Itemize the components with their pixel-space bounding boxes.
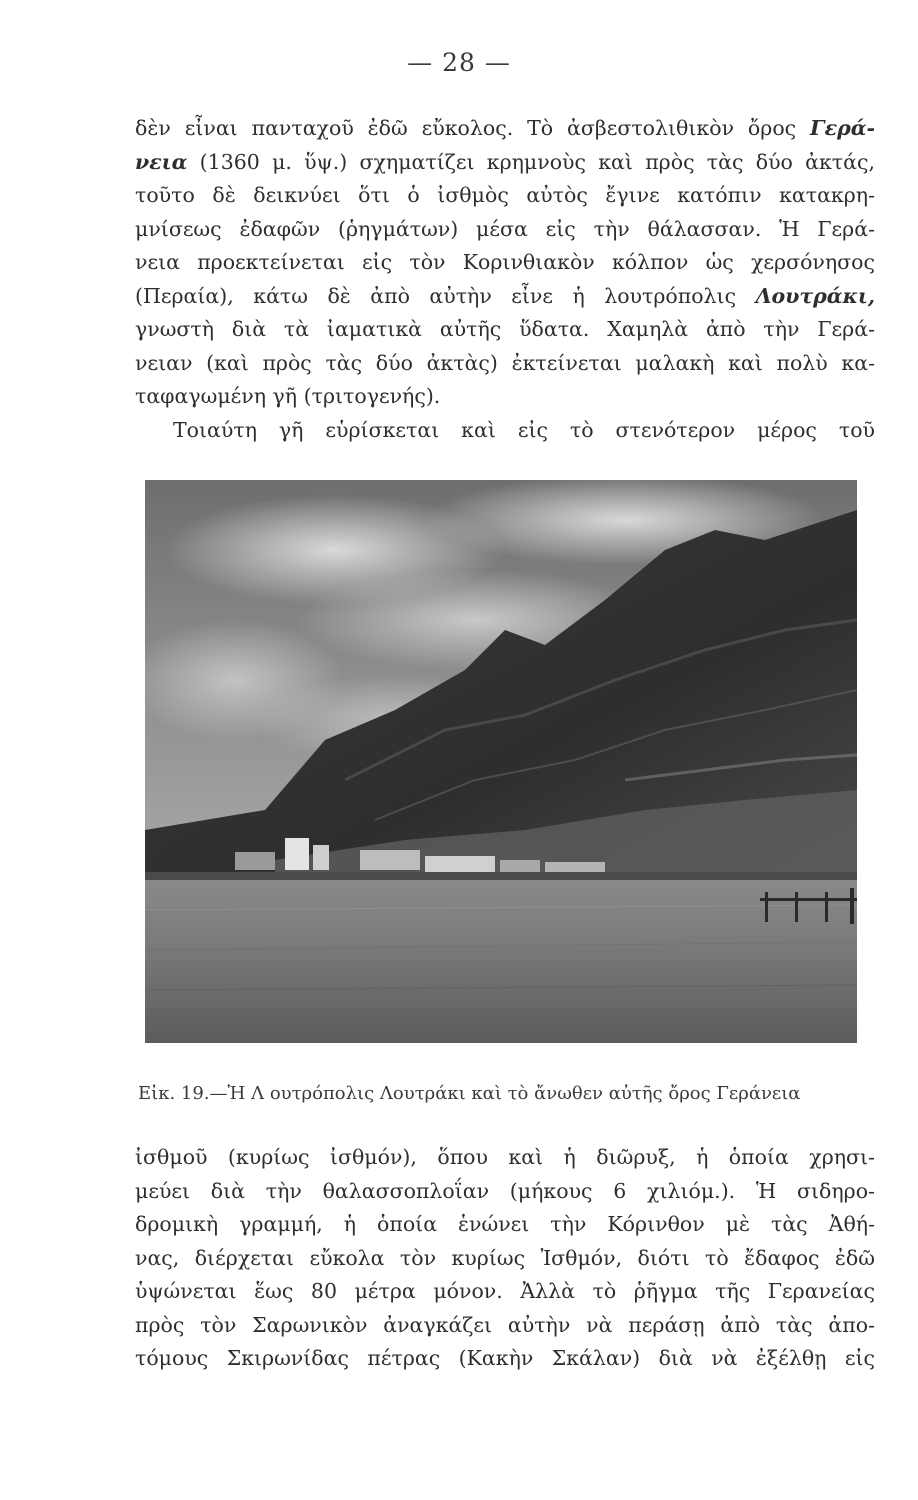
text-line: τόμους Σκιρωνίδας πέτρας (Κακὴν Σκάλαν) διὰ νὰ ἐξέλθῃ εἰς xyxy=(135,1346,875,1370)
text-line: ἰσθμοῦ (κυρίως ἰσθμόν), ὅπου καὶ ἡ διῶρυξ, ἡ ὁποία χρησι- xyxy=(135,1145,875,1169)
text-line: δρομικὴ γραμμή, ἡ ὁποία ἑνώνει τὴν Κόρινθον μὲ τὰς Ἀθή- xyxy=(135,1212,875,1236)
term-loutraki: Λουτράκι, xyxy=(755,283,875,308)
photo-loutraki-gerania xyxy=(145,480,857,1043)
text-line: δὲν εἶναι πανταχοῦ ἐδῶ εὔκολος. Τὸ ἀσβεστολιθικὸν ὄρος Γερά- xyxy=(135,116,875,140)
bottom-paragraph xyxy=(135,1141,875,1376)
text-line: τοῦτο δὲ δεικνύει ὅτι ὁ ἰσθμὸς αὐτὸς ἔγινε κατόπιν κατακρη- xyxy=(135,183,875,207)
text-line: Τοιαύτη γῆ εὑρίσκεται καὶ εἰς τὸ στενότερον μέρος τοῦ xyxy=(173,417,875,442)
text-line: πρὸς τὸν Σαρωνικὸν ἀναγκάζει αὐτὴν νὰ περάσῃ ἀπὸ τὰς ἀπο- xyxy=(135,1312,875,1337)
text-line: νεια (1360 μ. ὕψ.) σχηματίζει κρημνοὺς καὶ πρὸς τὰς δύο ἀκτάς, xyxy=(135,149,875,174)
figure-caption: Εἰκ. 19.—Ἡ Λ ουτρόπολις Λουτράκι καὶ τὸ ἄνωθεν αὐτῆς ὄρος Γεράνεια xyxy=(138,1083,801,1104)
text-line: γνωστὴ διὰ τὰ ἰαματικὰ αὐτῆς ὕδατα. Χαμηλὰ ἀπὸ τὴν Γερά- xyxy=(135,317,875,341)
text-line: μεύει διὰ τὴν θαλασσοπλοΐαν (μήκους 6 χιλιόμ.). Ἡ σιδηρο- xyxy=(135,1178,875,1203)
term-gerania: Γερά- xyxy=(810,116,875,140)
text-line: ὑψώνεται ἕως 80 μέτρα μόνον. Ἀλλὰ τὸ ῥῆγμα τῆς Γερανείας xyxy=(135,1279,875,1303)
text-line: ταφαγωμένη γῆ (τριτογενής). xyxy=(135,384,441,408)
page-number: — 28 — xyxy=(407,48,511,77)
text-line: νας, διέρχεται εὔκολα τὸν κυρίως Ἰσθμόν, διότι τὸ ἔδαφος ἐδῶ xyxy=(135,1245,875,1270)
text-line: (Περαία), κάτω δὲ ἀπὸ αὐτὴν εἶνε ἡ λουτρόπολις Λουτράκι, xyxy=(135,283,875,308)
text-line: μνίσεως ἐδαφῶν (ῥηγμάτων) μέσα εἰς τὴν θάλασσαν. Ἡ Γερά- xyxy=(135,216,875,241)
text-line: νεια προεκτείνεται εἰς τὸν Κορινθιακὸν κόλπον ὡς χερσόνησος xyxy=(135,250,875,274)
top-paragraph xyxy=(135,112,875,447)
text-line: νειαν (καὶ πρὸς τὰς δύο ἀκτὰς) ἐκτείνεται μαλακὴ καὶ πολὺ κα- xyxy=(135,350,875,375)
term-gerania: νεια xyxy=(135,149,188,174)
